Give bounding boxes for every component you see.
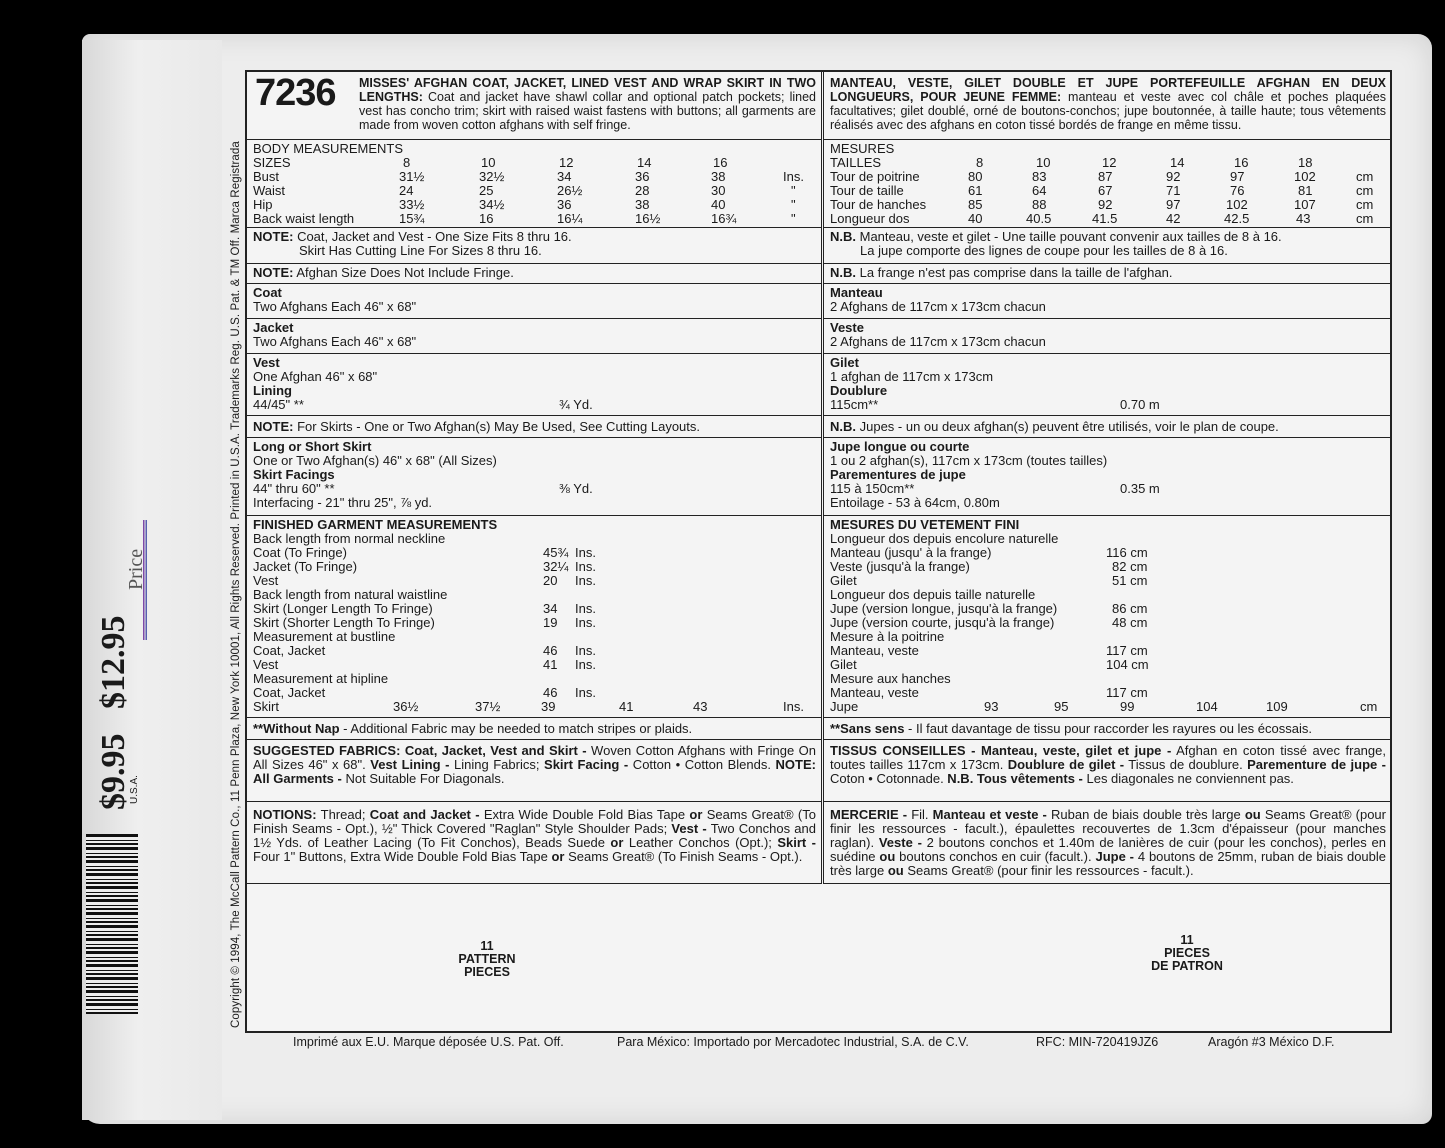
nap-note: **Without Nap - Additional Fabric may be needed to match stripes or plaids. [247,718,822,740]
pattern-pieces-fr: 11 PIECES DE PATRON [1151,933,1223,973]
sizes-row-fr: TAILLES 8 10 12 14 16 18 [830,155,1313,170]
finished-measurements-fr: MESURES DU VETEMENT FINI Longueur dos depuis encolure naturelle Manteau (jusqu' à la frange) 116 cm Veste (jusqu'à la frange) 82 cm Gilet 51 cm Longueur dos depuis taille naturelle Jupe (version longue, jusqu'à la frange) 86 cm Jupe (version courte, jusqu'à la frange) 48 cm Mesure à la poitrine Manteau, veste 117 cm Gilet 104 cm Mesure aux hanches Manteau, veste 117 cm Jupe 93 95 99 104 109 cm [824,516,1392,718]
footer-address: Aragón #3 México D.F. [1208,1035,1335,1049]
bust-row: Bust 31½ 32½ 34 36 38 Ins. [253,169,804,184]
skirt-finished-row-fr: Jupe 93 95 99 104 109 cm [830,699,1378,714]
jacket-yardage-fr: Veste 2 Afghans de 117cm x 173cm chacun [824,319,1392,354]
barcode [86,834,138,1014]
body-heading-fr: MESURES [830,141,895,156]
sizes-row: SIZES 8 10 12 14 16 [253,155,728,170]
footer-import-mx: Para México: Importado por Mercadotec Industrial, S.A. de C.V. [617,1035,969,1049]
suggested-fabrics: SUGGESTED FABRICS: Coat, Jacket, Vest and Skirt - Woven Cotton Afghans with Fringe On All Sizes 46" x 68". Vest Lining - Lining Fabrics; Skirt Facing - Cotton • Cotton Blends. NOTE: All Garments - Not Suitable For Diagonals. [247,740,822,802]
price-stamp: Price [125,548,147,590]
body-measurements [247,140,822,228]
note-skirts: NOTE: For Skirts - One or Two Afghan(s) May Be Used, See Cutting Layouts. [247,416,822,438]
coat-yardage: Coat Two Afghans Each 46" x 68" [247,284,822,319]
skirt-yardage-fr: Jupe longue ou courte 1 ou 2 afghan(s), 117cm x 173cm (toutes tailles) Parementures de jupe 115 à 150cm** 0.35 m Entoilage - 53 à 64cm, 0.80m [824,438,1392,516]
note-fringe: NOTE: Afghan Size Does Not Include Fringe. [247,264,822,284]
suggested-fabrics-fr: TISSUS CONSEILLES - Manteau, veste, gilet et jupe - Afghan en coton tissé avec frange, toutes tailles 117cm x 173cm. Doublure de gilet - Tissus de doublure. Parementure de jupe - Coton • Cotonnade. N.B. Tous vêtements - Les diagonales ne conviennent pas. [824,740,1392,802]
notions-fr: MERCERIE - Fil. Manteau et veste - Ruban de biais double très large ou Seams Great® (pour finir les ressources - facult.), épaulettes recouvertes de 1.3cm d'épaisseur (pour manches raglan). Veste - 2 boutons conchos et 1.40m de lanières de cuir (pour les conchos), perles en suédine ou boutons conchos en cuir (facult.). Jupe - 4 boutons de 25mm, ruban de biais double très large ou Seams Great® (pour finir les ressources - facult.). [824,802,1392,884]
pattern-info-sheet [245,70,1392,1033]
note-skirts-fr: N.B. Jupes - un ou deux afghan(s) peuvent être utilisés, voir le plan de coupe. [824,416,1392,438]
skirt-finished-row: Skirt 36½ 37½ 39 41 43 Ins. [253,699,804,714]
price-labels [95,510,155,810]
finished-measurements: FINISHED GARMENT MEASUREMENTS Back length from normal neckline Coat (To Fringe) 45¾ Ins. Jacket (To Fringe) 32¼ Ins. Vest 20 Ins. Back length from natural waistline Skirt (Longer Length To Fringe) 34 Ins. Skirt (Shorter Length To Fringe) 19 Ins. Measurement at bustline Coat, Jacket 46 Ins. Vest 41 Ins. Measurement at hipline Coat, Jacket 46 Ins. Skirt 36½ 37½ 39 41 43 Ins. [247,516,822,718]
coat-yardage-fr: Manteau 2 Afghans de 117cm x 173cm chacun [824,284,1392,319]
hip-row: Hip 33½ 34½ 36 38 40 " [253,197,796,212]
vest-yardage: Vest One Afghan 46" x 68" Lining 44/45" ** ¾ Yd. [247,354,822,416]
title-block-fr [824,72,1392,140]
note-sizes-fr: N.B. Manteau, veste et gilet - Une taille pouvant convenir aux tailles de 8 à 16. La jupe comporte des lignes de coupe pour les tailles de 8 à 16. [824,228,1392,264]
back-waist-row: Back waist length 15¾ 16 16¼ 16½ 16¾ " [253,211,796,226]
copyright-line: Copyright © 1994, The McCall Pattern Co., 11 Penn Plaza, New York 10001, All Rights Reserved. Printed in U.S.A. Trademarks Reg. U.S. Pat. & TM Off. Marca Registrada [230,141,242,1028]
note-sizes: NOTE: Coat, Jacket and Vest - One Size Fits 8 thru 16. Skirt Has Cutting Line For Sizes 8 thru 16. [247,228,822,264]
notions: NOTIONS: Thread; Coat and Jacket - Extra Wide Double Fold Bias Tape or Seams Great® (To Finish Seams - Opt.), ½" Thick Covered "Raglan" Style Shoulder Pads; Vest - Two Conchos and 1½ Yds. of Leather Lacing (To Fit Conchos), Beads Suede or Leather Conchos (Opt.); Skirt - Four 1" Buttons, Extra Wide Double Fold Bias Tape or Seams Great® (To Finish Seams - Opt.). [247,802,822,884]
vest-yardage-fr: Gilet 1 afghan de 117cm x 173cm Doublure 115cm** 0.70 m [824,354,1392,416]
pattern-number: 7236 [255,72,336,114]
title-block [247,72,822,140]
skirt-yardage: Long or Short Skirt One or Two Afghan(s) 46" x 68" (All Sizes) Skirt Facings 44" thru 60" ** ⅜ Yd. Interfacing - 21" thru 25", ⅞ yd. [247,438,822,516]
price-old: $9.95 [95,733,132,810]
body-heading: BODY MEASUREMENTS [253,141,404,156]
footer-rfc: RFC: MIN-720419JZ6 [1036,1035,1159,1049]
body-measurements-fr: MESURES TAILLES 8 10 12 14 16 18 Tour de poitrine 80 83 87 92 97 102 cm Tour de taille 61 64 67 71 76 81 cm Tour de hanches 85 88 92 97 102 107 cm Longueur dos 40 40.5 41.5 42 42.5 43 cm [824,140,1392,228]
note-fringe-fr: N.B. La frange n'est pas comprise dans la taille de l'afghan. [824,264,1392,284]
nap-note-fr: **Sans sens - Il faut davantage de tissu pour raccorder les rayures ou les écossais. [824,718,1392,740]
price-country: U.S.A. [129,775,140,804]
footer-import-fr: Imprimé aux E.U. Marque déposée U.S. Pat. Off. [293,1035,564,1049]
pattern-pieces-en: 11 PATTERN PIECES [458,939,516,979]
jacket-yardage: Jacket Two Afghans Each 46" x 68" [247,319,822,354]
price-new: $12.95 [95,615,132,710]
description-fr: MANTEAU, VESTE, GILET DOUBLE ET JUPE PORTEFEUILLE AFGHAN EN DEUX LONGUEURS, POUR JEUNE FEMME: manteau et veste avec col châle et poches plaquées facultatives; gilet doublé, orné de boutons-conchos; jupe boutonnée, à taille haute; tous vêtements réalisés avec des afghans en coton tissé bordés de frange en même tissu. [830,76,1386,132]
description: MISSES' AFGHAN COAT, JACKET, LINED VEST AND WRAP SKIRT IN TWO LENGTHS: Coat and jacket have shawl collar and optional patch pockets; lined vest has concho trim; skirt with raised waist fastens with buttons; all garments are made from woven cotton afghans with self fringe. [359,76,816,132]
waist-row: Waist 24 25 26½ 28 30 " [253,183,796,198]
